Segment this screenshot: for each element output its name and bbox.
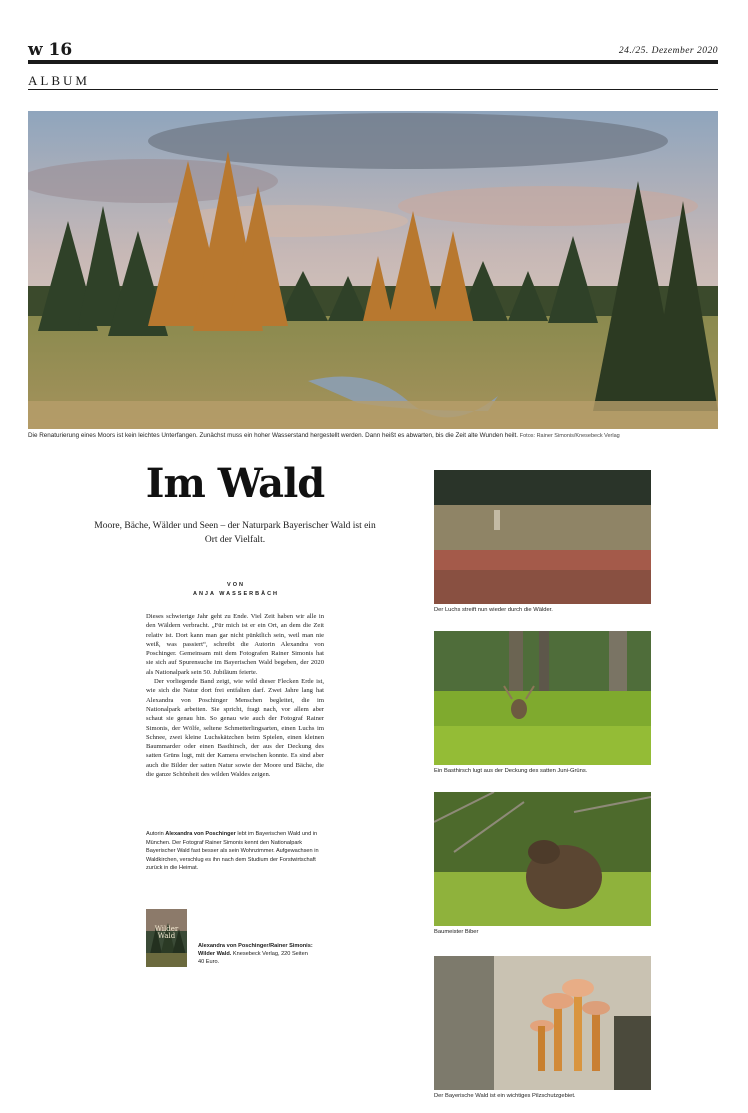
hero-photo-moor [28, 111, 718, 429]
page-folio: w 16 [28, 40, 73, 60]
book-cover-line: Wald [157, 932, 176, 940]
byline-author: ANJA WASSERBÄCH [192, 591, 280, 597]
issue-date: 24./25. Dezember 2020 [618, 46, 718, 56]
photo-deer [434, 631, 651, 765]
photo-caption: Der Bayerische Wald ist ein wichtiges Pilzschutzgebiet. [434, 1093, 576, 1099]
book-cover-line: Wilder [154, 925, 179, 933]
photo-lynx [434, 470, 651, 604]
author-bio [146, 830, 324, 873]
header-rule [28, 60, 718, 64]
book-title: Alexandra von Poschinger/Rainer Simonis: Wilder Wald. [198, 943, 313, 958]
book-details: Knesebeck Verlag, 220 Seiten 40 Euro. [198, 951, 308, 966]
photo-credit: Fotos: Rainer Simonis/Knesebeck Verlag [519, 433, 620, 439]
byline-prefix: VON [227, 582, 245, 588]
photo-caption: Ein Basthirsch lugt aus der Deckung des satten Juni-Grüns. [434, 768, 588, 774]
book-info [198, 942, 313, 967]
bio-author-name: Alexandra von Poschinger [165, 831, 236, 837]
section-title: ALBUM [28, 73, 90, 88]
section-rule [28, 89, 718, 90]
book-cover-image [146, 909, 187, 967]
article-body [146, 612, 324, 779]
photo-beaver [434, 792, 651, 926]
bio-text: lebt im Bayerischen Wald und in München. Der Fotograf Rainer Simonis kennt den Nationalpark Bayerischer Wald fast besser als sein Wohnzimmer. Aufgewachsen in Waldkirchen, verschlug es ihn nach dem Studium der Forstwirtschaft zurück in die Heimat. [146, 831, 319, 871]
article-headline: Im Wald [145, 460, 325, 507]
bio-prefix: Autorin [146, 831, 166, 837]
hero-caption [28, 432, 728, 439]
photo-caption: Der Luchs streift nun wieder durch die Wälder. [434, 607, 553, 613]
hero-caption-text: Die Renaturierung eines Moors ist kein leichtes Unterfangen. Zunächst muss ein hoher Wasserstand hergestellt werden. Dann heißt es abwarten, bis die Zeit alte Wunden heilt. [28, 432, 519, 439]
book-cover-title [146, 926, 187, 940]
article-paragraph: Dieses schwierige Jahr geht zu Ende. Viel Zeit haben wir alle in den Wäldern verbracht. „Für mich ist er ein Ort, an dem die Zeit relativ ist. Dort kann man gar nicht pünktlich sein, weil man nie weiß, was passiert“, schreibt die Autorin Alexandra von Poschinger. Gemeinsam mit dem Fotografen Rainer Simonis hat sie sich auf Spurensuche im Bayerischen Wald begeben, der 2020 als Nationalpark sein 50. Jubiläum feierte. [146, 613, 324, 676]
photo-mushrooms [434, 956, 651, 1090]
article-paragraph: Der vorliegende Band zeigt, wie wild dieser Flecken Erde ist, wie sich die Natur dort frei entfalten darf. Zwei Jahre lang hat Alexandra von Poschinger Menschen begleitet, die im Nationalpark arbeiten. Sie spricht, fragt nach, vor allem aber schaut sie genau hin. So genau wie auch der Fotograf Rainer Simonis, der Wölfe, seltene Schmetterlingsarten, einen Luchs im Schnee, zwei kleine Luchskätzchen beim Spielen, einen kleinen Baummarder oder einen Basthirsch, der aus der Deckung des satten Grüns lugt, mit der Kamera erwischen konnte. Es sind aber auch die Bilder der satten Natur sowie der Moore und Bäche, die die ganze Schönheit des wilden Waldes zeigen. [146, 678, 324, 779]
photo-caption: Baumeister Biber [434, 929, 479, 935]
article-subhead: Moore, Bäche, Wälder und Seen – der Naturpark Bayerischer Wald ist ein Ort der Vielfalt. [94, 521, 376, 545]
